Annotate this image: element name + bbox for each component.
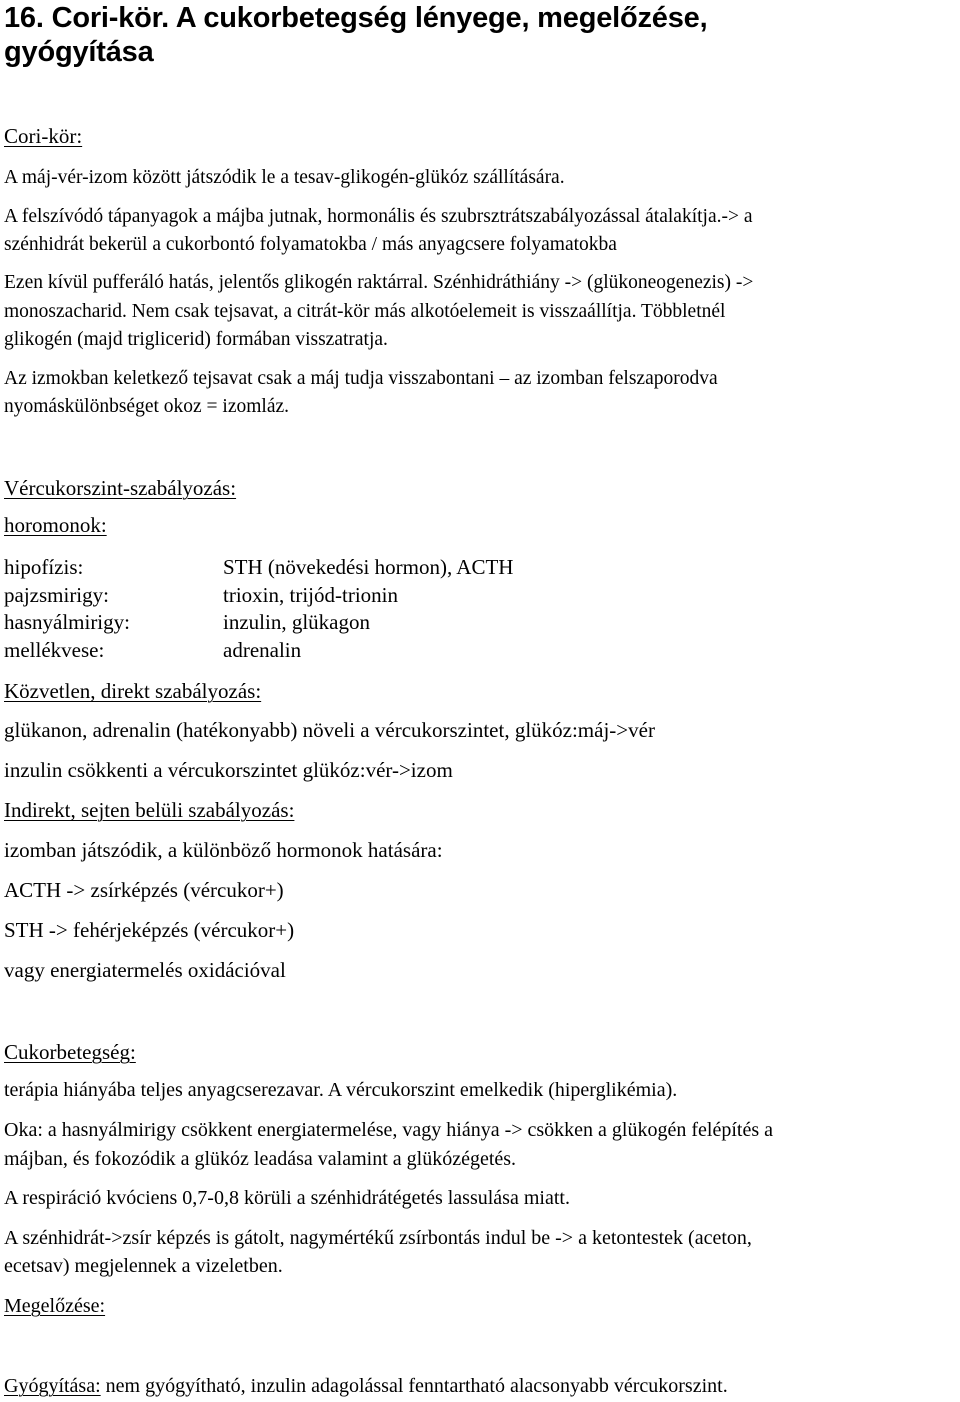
indirect-regulation-heading: Indirekt, sejten belüli szabályozás:	[4, 798, 295, 822]
diabetes-paragraph-2-line-1: Oka: a hasnyálmirigy csökkent energiatermelése, vagy hiánya -> csökken a glükogén felépítés a	[4, 1119, 773, 1141]
diabetes-heading: Cukorbetegség:	[4, 1040, 136, 1064]
cori-heading: Cori-kör:	[4, 124, 83, 148]
direct-regulation-text-1: glükanon, adrenalin (hatékonyabb) növeli a vércukorszintet, glükóz:máj->vér	[4, 718, 655, 742]
direct-regulation-text-2: inzulin csökkenti a vércukorszintet glükóz:vér->izom	[4, 758, 453, 782]
cori-paragraph-4-line-2: nyomáskülönbséget okoz = izomláz.	[4, 396, 290, 417]
hormone-name-1: STH (növekedési hormon), ACTH	[223, 555, 514, 579]
cori-paragraph-2-line-2: szénhidrát bekerül a cukorbontó folyamatokba / más anyagcsere folyamatokba	[4, 234, 617, 255]
hormone-gland-3: hasnyálmirigy:	[4, 610, 130, 634]
cori-paragraph-2-line-1: A felszívódó tápanyagok a májba jutnak, hormonális és szubrsztrátszabályozással átalakítja.-> a	[4, 206, 753, 227]
cure-heading: Gyógyítása:	[4, 1375, 101, 1397]
indirect-regulation-text-3: STH -> fehérjeképzés (vércukor+)	[4, 918, 295, 942]
hormone-name-4: adrenalin	[223, 638, 302, 662]
page-title-line-1: 16. Cori-kör. A cukorbetegség lényege, megelőzése,	[4, 2, 708, 34]
hormone-gland-4: mellékvese:	[4, 638, 105, 662]
diabetes-paragraph-2-line-2: májban, és fokozódik a glükóz leadása valamint a glükózégetés.	[4, 1148, 517, 1170]
hormones-heading: horomonok:	[4, 513, 107, 537]
cori-paragraph-4-line-1: Az izmokban keletkező tejsavat csak a máj tudja visszabontani – az izomban felszaporodva	[4, 368, 718, 389]
cori-paragraph-3-line-3: glikogén (majd triglicerid) formában visszatratja.	[4, 329, 388, 350]
indirect-regulation-text-1: izomban játszódik, a különböző hormonok hatására:	[4, 838, 443, 862]
hormone-name-3: inzulin, glükagon	[223, 610, 370, 634]
vercukor-heading: Vércukorszint-szabályozás:	[4, 476, 237, 500]
indirect-regulation-text-2: ACTH -> zsírképzés (vércukor+)	[4, 878, 284, 902]
diabetes-paragraph-3: A respiráció kvóciens 0,7-0,8 körüli a szénhidrátégetés lassulása miatt.	[4, 1187, 570, 1209]
hormone-name-2: trioxin, trijód-trionin	[223, 583, 398, 607]
diabetes-paragraph-4-line-1: A szénhidrát->zsír képzés is gátolt, nagymértékű zsírbontás indul be -> a ketontestek (aceton,	[4, 1227, 752, 1249]
indirect-regulation-text-4: vagy energiatermelés oxidációval	[4, 958, 286, 982]
cori-paragraph-1: A máj-vér-izom között játszódik le a tesav-glikogén-glükóz szállítására.	[4, 167, 565, 188]
cure-text: nem gyógyítható, inzulin adagolással fenntartható alacsonyabb vércukorszint.	[100, 1375, 728, 1397]
diabetes-paragraph-4-line-2: ecetsav) megjelennek a vizeletben.	[4, 1255, 283, 1277]
cori-paragraph-3-line-1: Ezen kívül pufferáló hatás, jelentős glikogén raktárral. Szénhidráthiány -> (glükoneogenezis) ->	[4, 272, 754, 293]
prevention-heading: Megelőzése:	[4, 1295, 106, 1317]
cure-line	[4, 1376, 728, 1396]
cori-paragraph-3-line-2: monoszacharid. Nem csak tejsavat, a citrát-kör más alkotóelemeit is visszaállítja. Többletnél	[4, 301, 726, 322]
diabetes-paragraph-1: terápia hiányába teljes anyagcserezavar. A vércukorszint emelkedik (hiperglikémia).	[4, 1079, 678, 1101]
page-title-line-2: gyógyítása	[4, 36, 154, 68]
hormone-gland-1: hipofízis:	[4, 555, 84, 579]
hormone-gland-2: pajzsmirigy:	[4, 583, 109, 607]
direct-regulation-heading: Közvetlen, direkt szabályozás:	[4, 679, 262, 703]
